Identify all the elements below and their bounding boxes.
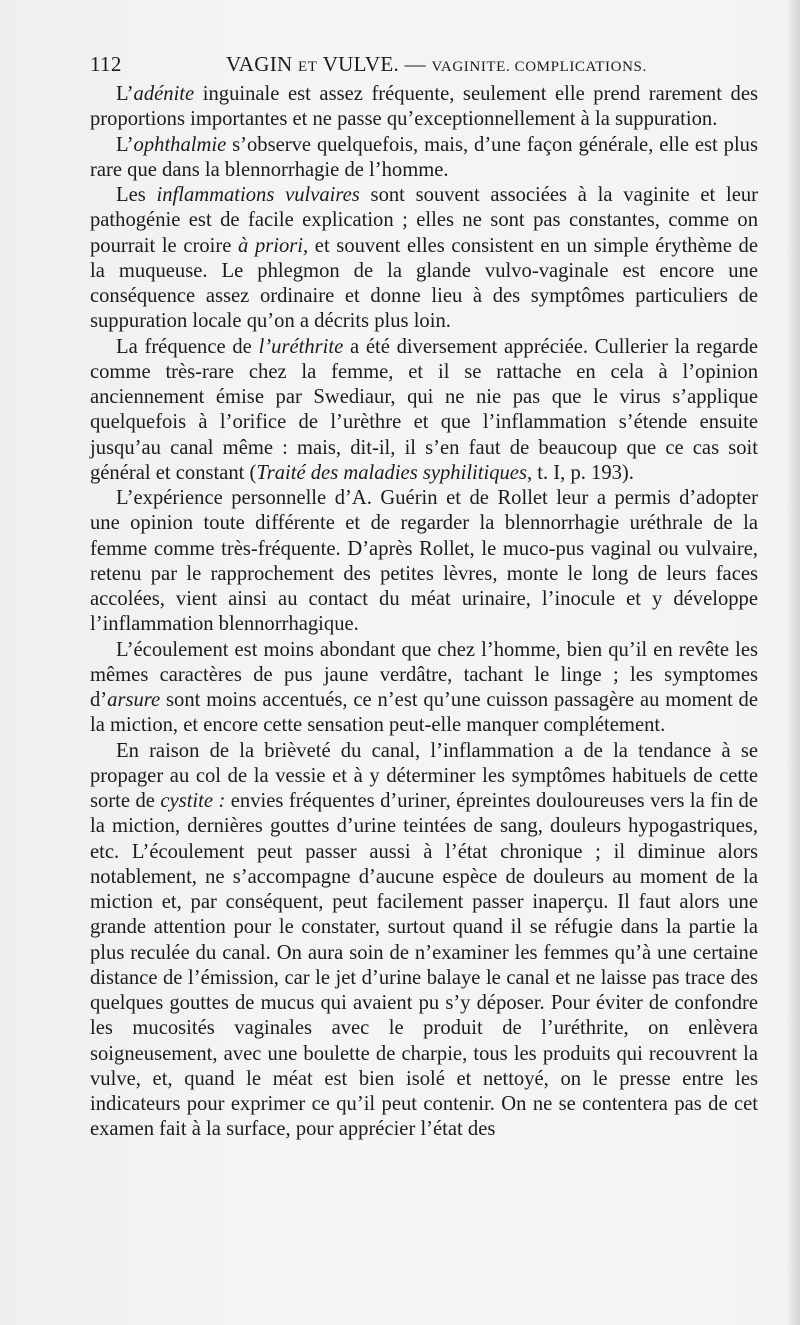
paragraph-brievete [90, 739, 758, 1143]
italic-term: à priori, [238, 234, 309, 257]
page-number: 112 [90, 52, 122, 76]
italic-term: Traité des maladies syphilitiques, [256, 461, 533, 484]
text-span: a été diversement appréciée. Cullerier la regarde comme très-rare chez la femme, et il se rattache en cela à l’opinion anciennement émise par Swediaur, qui ne nie pas que le virus s’applique quelquefois à l’orifice de l’urèthre et que l’inflammation s’étende ensuite jusqu’au canal même : mais, dit-il, il s’en faut de beaucoup que ce cas soit général et constant ( [90, 335, 759, 484]
text-span: inguinale est assez fréquente, seulement elle prend rarement des proportions importantes et ne passe qu’exceptionnellement à la suppuration. [90, 83, 758, 131]
italic-term: inflammations vulvaires [156, 184, 360, 206]
italic-term: adénite [133, 83, 195, 105]
paragraph-inflammations [90, 183, 758, 335]
text-span: sont souvent associées à la vaginite et leur pathogénie est de facile explication ; elles ne sont pas constantes, comme on pourrait le croire [90, 184, 758, 257]
italic-term: l’uréthrite [258, 335, 344, 358]
text-span: Les [116, 184, 157, 206]
paragraph-ophthalmie [90, 133, 758, 184]
running-subtitle: VAGINITE. COMPLICATIONS. [431, 59, 647, 75]
text-span: t. I, p. 193). [532, 461, 634, 484]
paragraph-ecoulement [90, 638, 758, 739]
text-span: envies fréquentes d’uriner, épreintes douloureuses vers la fin de la miction, dernières gouttes d’urine teintées de sang, douleurs hypogastriques, etc. L’écoulement peut passer aussi à l’état chronique ; il diminue alors notablement, ne s’accompagne d’aucune espèce de douleurs au moment de la miction et, par conséquent, peut facilement passer inaperçu. Il faut alors une grande attention pour le constater, surtout quand il se réfugie dans la partie la plus reculée du canal. On aura soin de n’examiner les femmes qu’à une certaine distance de l’émission, car le jet d’urine balaye le canal et ne laisse pas trace des quelques gouttes de mucus qui avaient pu s’y déposer. Pour éviter de confondre les mucosités vaginales avec le produit de l’uréthrite, on enlèvera soigneusement, avec une boulette de charpie, tous les produits qui recouvrent la vulve, et, quand le méat est bien isolé et nettoyé, on le presse entre les indicateurs pour exprimer ce qu’il peut contenir. On ne se contentera pas de cet examen fait à la surface, pour apprécier l’état des [90, 790, 758, 1141]
running-title [226, 52, 647, 77]
text-span: sont moins accentués, ce n’est qu’une cuisson passagère au moment de la miction, et encore cette sensation peut-elle manquer complétement. [90, 689, 758, 737]
body-text [90, 82, 758, 1143]
text-span: L’écoulement est moins abondant que chez l’homme, bien qu’il en revête les mêmes caractères de pus jaune verdâtre, tachant le linge ; les symptomes d’ [90, 638, 758, 711]
text-span: La fréquence de [116, 335, 259, 358]
title-dash: — [404, 52, 426, 76]
text-span: L’ [116, 83, 134, 105]
paragraph-adenite [90, 82, 758, 133]
italic-term: ophthalmie [133, 133, 227, 156]
page-edge-shadow [786, 0, 800, 1325]
title-vagin: VAGIN [226, 52, 293, 76]
italic-term: cystite : [160, 790, 226, 812]
title-conj: ET [298, 59, 318, 75]
text-span: s’observe quelquefois, mais, d’une façon générale, elle est plus rare que dans la blennorrhagie de l’homme. [90, 133, 758, 181]
text-span: L’ [116, 133, 134, 156]
text-span: En raison de la brièveté du canal, l’inflammation a de la tendance à se propager au col de la vessie et à y déterminer les symptômes habituels de cette sorte de [90, 739, 758, 812]
italic-term: arsure [107, 689, 161, 711]
paragraph-experience: L’expérience personnelle d’A. Guérin et de Rollet leur a permis d’adopter une opinion toute différente et de regarder la blennorrhagie uréthrale de la femme comme très-fréquente. D’après Rollet, le muco-pus vaginal ou vulvaire, retenu par le rapprochement des petites lèvres, monte le long de leurs faces accolées, vient ainsi au contact du méat urinaire, l’inocule et y développe l’inflammation blennorrhagique. [90, 487, 758, 636]
title-vulve: VULVE. [322, 52, 399, 76]
text-span: et souvent elles consistent en un simple érythème de la muqueuse. Le phlegmon de la glande vulvo-vaginale est encore une conséquence assez ordinaire et donne lieu à des symptômes particuliers de suppuration locale qu’on a décrits plus loin. [90, 234, 758, 333]
running-header [90, 52, 760, 78]
paragraph-urethrite [90, 335, 758, 487]
